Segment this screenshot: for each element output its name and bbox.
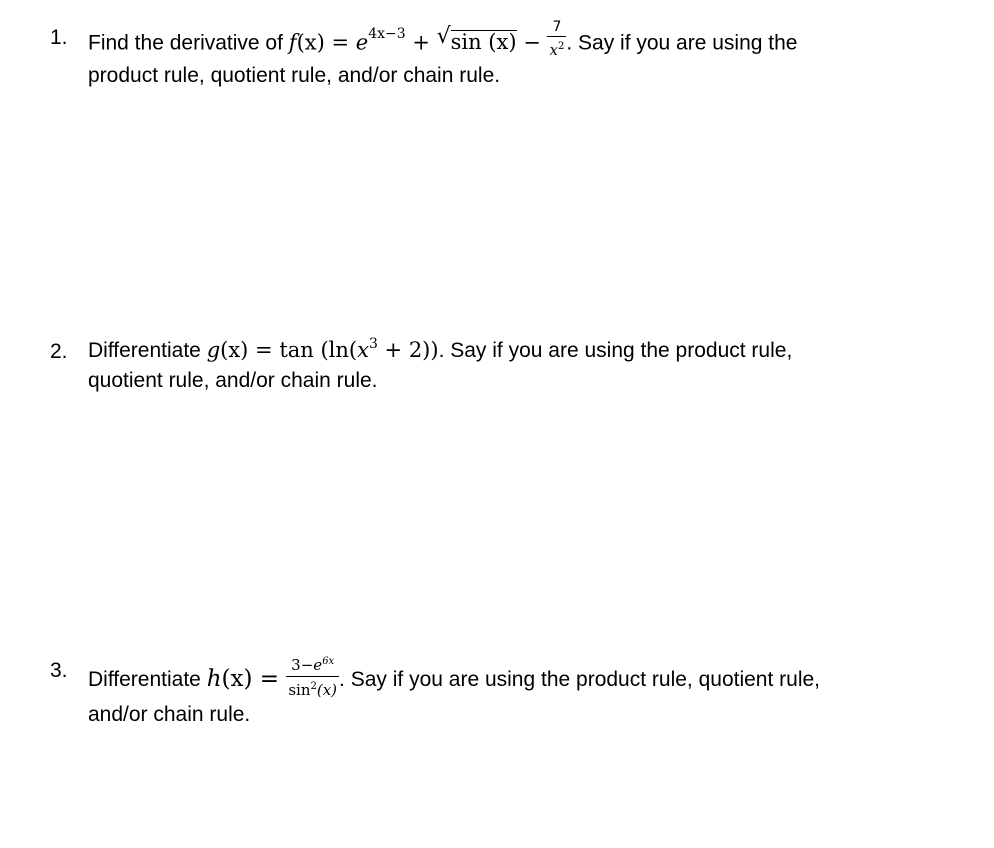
fraction: $\frac{7}{x^2}$ <box>549 19 565 59</box>
question-instruction: Say if you are using the product rule, quotient rule, <box>344 668 821 692</box>
question-instruction: Say if you are using the <box>572 31 798 55</box>
question-text-line-2: quotient rule, and/or chain rule. <box>88 369 378 392</box>
question-text-line-1: Differentiate h(x) = $\frac{3-e^{6x}}{\sin^2(x)}$ . Say if you are using the product rule, quotient rule, <box>88 657 820 704</box>
square-root: √ sin (x) <box>436 24 517 55</box>
question-text-line-1: Differentiate $g(x) = \tan (\ln(x^3 + 2))$. Say if you are using the product rule, <box>88 336 793 362</box>
question-text-line-2: and/or chain rule. <box>88 703 251 726</box>
question-prompt: Find the derivative of <box>88 31 289 55</box>
question-text-line-1: Find the derivative of $f(x) = e^{4x-3}$ + √ sin (x) − $\frac{7}{x^2}$ . Say if you are using the <box>88 19 798 59</box>
question-text-line-2: product rule, quotient rule, and/or chain rule. <box>88 64 501 87</box>
question-instruction: . Say if you are using the product rule, <box>438 339 793 362</box>
question-number: 2. <box>50 340 68 363</box>
fraction: $\frac{3-e^{6x}}{\sin^2(x)}$ <box>286 653 339 700</box>
question-number: 3. <box>50 659 68 682</box>
question-number: 1. <box>50 26 68 49</box>
question-prompt: Differentiate <box>88 668 207 692</box>
question-prompt: Differentiate <box>88 339 207 362</box>
